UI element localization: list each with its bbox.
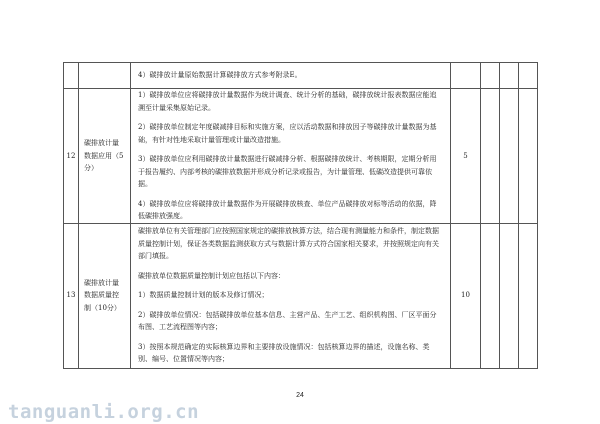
row-number: 12 (64, 89, 79, 224)
content-cell (131, 223, 451, 368)
content-cell (131, 89, 451, 224)
content-paragraph: 1）碳排放单位应将碳排放计量数据作为统计调查、统计分析的基础，碳排放统计报表数据应能追溯至计量采集原始记录。 (138, 91, 437, 112)
item-name: 碳排放计量数据应用（5分） (79, 89, 131, 224)
content-paragraph: 4）碳排放计量原始数据计算碳排放方式参考附录E。 (138, 71, 302, 80)
table-row (64, 223, 538, 368)
item-name: 碳排放计量数据质量控制（10分） (79, 223, 131, 368)
content-paragraph: 3）按照本规范确定的实际核算边界和主要排放设施情况：包括核算边界的描述，设施名称、类别、编号、位置情况等内容； (138, 342, 430, 364)
blank-cell (519, 89, 538, 224)
content-paragraph: 2）碳排放单位制定年度碳减排目标和实施方案，应以活动数据和排放因子等碳排放计量数据为基础，有针对性地采取计量管理或计量改造措施。 (138, 123, 437, 144)
content-paragraph: 3）碳排放单位应利用碳排放计量数据进行碳减排分析、根据碳排放统计、考核期限，定期分析用于报告履约、内部考核的碳排放数据并形成分析记录或报告，为计量管理、低碳改造提供可靠依据。 (138, 155, 437, 188)
content-paragraph: 碳排放单位有关管理部门应按照国家规定的碳排放核算方法，结合现有测量能力和条件，制定数据质量控制计划，保证各类数据监测获取方式与数据计算方式符合国家相关要求，并按照规定向有关部门填报。 (138, 227, 439, 261)
evaluation-table (63, 62, 538, 369)
blank-cell (519, 63, 538, 89)
score-cell: 5 (451, 89, 481, 224)
blank-cell (481, 89, 500, 224)
watermark: tanguanli.org.cn (8, 401, 200, 423)
item-name (79, 63, 131, 89)
blank-cell (500, 223, 519, 368)
table-row (64, 89, 538, 224)
content-paragraph: 4）碳排放单位应将碳排放计量数据作为开展碳排放核查、单位产品碳排放对标等活动的依据，降低碳排放强度。 (138, 199, 437, 220)
page-number: 24 (296, 392, 304, 399)
table-row (64, 63, 538, 89)
content-paragraph: 1）数据质量控制计划的版本及修订情况； (138, 291, 269, 300)
row-number: 13 (64, 223, 79, 368)
blank-cell (500, 89, 519, 224)
blank-cell (500, 63, 519, 89)
score-cell: 10 (451, 223, 481, 368)
blank-cell (481, 63, 500, 89)
score-cell (451, 63, 481, 89)
content-cell (131, 63, 451, 89)
blank-cell (519, 223, 538, 368)
row-number (64, 63, 79, 89)
content-paragraph: 2）碳排放单位情况：包括碳排放单位基本信息、主营产品、生产工艺、组织机构图、厂区平面分布图、工艺流程图等内容； (138, 310, 437, 332)
content-paragraph: 碳排放单位数据质量控制计划应包括以下内容： (138, 271, 285, 280)
blank-cell (481, 223, 500, 368)
